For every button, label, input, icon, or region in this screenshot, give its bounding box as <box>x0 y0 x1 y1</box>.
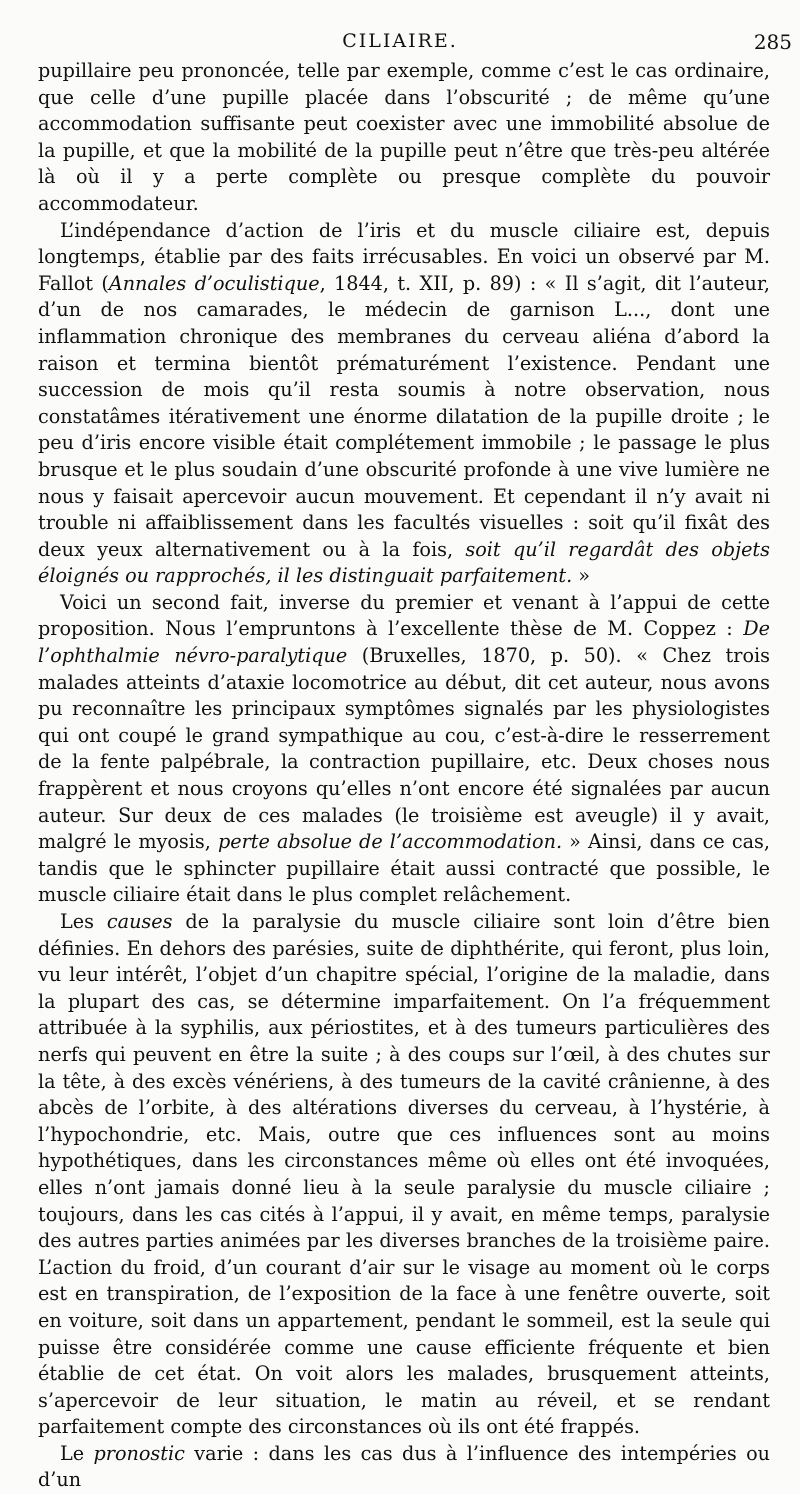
paragraph-1-text: pupillaire peu prononcée, telle par exemple, comme c’est le cas ordinaire, que celle d’une pupille placée dans l’obscurité ; de même qu’une accommodation suffisante peut coexister avec une immobilité absolue de la pupille, et que la mobilité de la pupille peut n’être que très-peu altérée là où il y a perte complète ou presque complète du pouvoir accommodateur. <box>38 59 770 215</box>
p3-text-c: (Bruxelles, 1870, p. 50). « Chez trois malades atteints d’ataxie locomotrice au début, dit cet auteur, nous avons pu reconnaître les principaux symptômes signalés par les physiologistes qui ont coupé le grand sympathique au cou, c’est-à-dire le resserrement de la fente palpébrale, la contraction pupillaire, etc. Deux choses nous frappèrent et nous croyons qu’elles n’ont encore été signalées par aucun auteur. Sur deux de ces malades (le troisième est aveugle) il y avait, malgré le myosis, <box>38 644 770 854</box>
p2-text-e: » <box>572 564 591 588</box>
p5-pronostic-term: pronostic <box>93 1441 185 1465</box>
running-title: CILIAIRE. <box>342 30 458 52</box>
p4-text-a: Les <box>60 910 107 933</box>
p2-journal-title: Annales d’oculistique <box>108 271 320 295</box>
p5-text-a: Le <box>60 1441 94 1465</box>
p4-text-c: de la paralysie du muscle ciliaire sont loin d’être bien définies. En dehors des parésies, suite de diphthérite, qui feront, plus loin, vu leur intérêt, l’objet d’un chapitre spécial, l’origine de la maladie, dans la plupart des cas, se détermine imparfaitement. On l’a fréquemment attribuée à la syphilis, aux périostites, et à des tumeurs particulières des nerfs qui peuvent en être la suite ; à des coups sur l’œil, à des chutes sur la tête, à des excès vénériens, à des tumeurs de la cavité crânienne, à des abcès de l’orbite, à des altérations diverses du cerveau, à l’hystérie, à l’hypochondrie, etc. Mais, outre que ces influences sont au moins hypothétiques, dans les circonstances même où elles ont été invoquées, elles n’ont jamais donné lieu à la seule paralysie du muscle ciliaire ; toujours, dans les cas cités à l’appui, il y avait, en même temps, paralysie des autres parties animées par les diverses branches de la troisième paire. L’action du froid, d’un courant d’air sur le visage au moment où le corps est en transpiration, de l’exposition de la face à une fenêtre ouverte, soit en voiture, soit dans un appartement, pendant le sommeil, est la seule qui puisse être considérée comme une cause efficiente fréquente et bien établie de cet état. On voit alors les malades, brusquement atteints, s’apercevoir de leur situation, le matin au réveil, et se rendant parfaitement compte des circonstances où ils ont été frappés. <box>38 910 770 1439</box>
p2-emphasis: soit qu’il regardât des objets éloignés ou rapprochés, il les distinguait parfaitement. <box>38 537 770 588</box>
page-number: 285 <box>753 30 792 54</box>
paragraph-5 <box>38 1441 770 1494</box>
body-text <box>38 58 770 1494</box>
p3-emphasis: perte absolue de l’accommodation. <box>217 830 563 854</box>
p4-causes-term: causes <box>106 910 173 933</box>
page-header <box>0 30 800 60</box>
p3-thesis-title: De l’ophthalmie névro-paralytique <box>38 617 770 668</box>
paragraph-3 <box>38 590 770 909</box>
paragraph-2 <box>38 218 770 590</box>
p2-text-a: L’indépendance d’action de l’iris et du muscle ciliaire est, depuis longtemps, établie par des faits irrécusables. En voici un observé par M. Fallot ( <box>38 218 770 295</box>
p5-text-c: varie : dans les cas dus à l’influence des intempéries ou d’un <box>38 1441 771 1492</box>
p2-text-c: , 1844, t. XII, p. 89) : « Il s’agit, dit l’auteur, d’un de nos camarades, le médecin de garnison L..., dont une inflammation chronique des membranes du cerveau aliéna d’abord la raison et termina bientôt prématurément l’existence. Pendant une succession de mois qu’il resta soumis à notre observation, nous constatâmes itérativement une énorme dilatation de la pupille droite ; le peu d’iris encore visible était complétement immobile ; le passage le plus brusque et le plus soudain d’une obscurité profonde à une vive lumière ne nous y faisait apercevoir aucun mouvement. Et cependant il n’y avait ni trouble ni affaiblissement dans les facultés visuelles : soit qu’il fixât des deux yeux alternativement ou à la fois, <box>38 271 770 561</box>
p3-text-e: » Ainsi, dans ce cas, tandis que le sphincter pupillaire était aussi contracté que possible, le muscle ciliaire était dans le plus complet relâchement. <box>38 830 770 907</box>
paragraph-1 <box>38 58 770 218</box>
paragraph-4 <box>38 909 770 1441</box>
p3-text-a: Voici un second fait, inverse du premier et venant à l’appui de cette proposition. Nous l’empruntons à l’excellente thèse de M. Coppez : <box>38 590 770 641</box>
